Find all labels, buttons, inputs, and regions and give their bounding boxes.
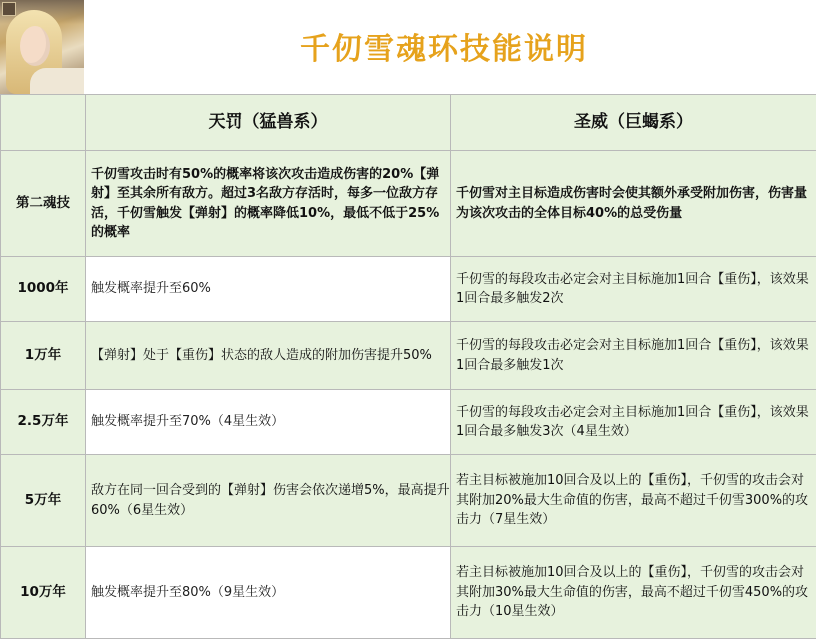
header bbox=[0, 0, 816, 94]
corner-badge-icon bbox=[2, 2, 16, 16]
column-header-tianfa: 天罚（猛兽系） bbox=[86, 95, 451, 151]
shengwei-cell: 若主目标被施加10回合及以上的【重伤】，千仞雪的攻击会对其附加30%最大生命值的伤害，最高不超过千仞雪450%的攻击力（10星生效） bbox=[451, 547, 816, 639]
row-label: 1万年 bbox=[1, 322, 86, 390]
page-title: 千仞雪魂环技能说明 bbox=[300, 32, 588, 67]
shengwei-cell: 千仞雪的每段攻击必定会对主目标施加1回合【重伤】，该效果1回合最多触发1次 bbox=[451, 322, 816, 390]
table-row bbox=[1, 151, 816, 257]
row-label: 5万年 bbox=[1, 455, 86, 547]
tianfa-cell: 【弹射】处于【重伤】状态的敌人造成的附加伤害提升50% bbox=[86, 322, 451, 390]
table-row bbox=[1, 390, 816, 455]
shengwei-cell: 千仞雪对主目标造成伤害时会使其额外承受附加伤害，伤害量为该次攻击的全体目标40%的总受伤量 bbox=[451, 151, 816, 257]
shengwei-cell: 千仞雪的每段攻击必定会对主目标施加1回合【重伤】，该效果1回合最多触发3次（4星生效） bbox=[451, 390, 816, 455]
robe-shape bbox=[30, 68, 84, 94]
tianfa-cell: 触发概率提升至60% bbox=[86, 257, 451, 322]
shengwei-cell: 若主目标被施加10回合及以上的【重伤】，千仞雪的攻击会对其附加20%最大生命值的伤害，最高不超过千仞雪300%的攻击力（7星生效） bbox=[451, 455, 816, 547]
character-avatar bbox=[0, 0, 84, 94]
tianfa-cell: 触发概率提升至80%（9星生效） bbox=[86, 547, 451, 639]
row-label: 第二魂技 bbox=[1, 151, 86, 257]
table-row bbox=[1, 322, 816, 390]
table-header-row bbox=[1, 95, 816, 151]
tianfa-cell: 敌方在同一回合受到的【弹射】伤害会依次递增5%，最高提升60%（6星生效） bbox=[86, 455, 451, 547]
row-label: 10万年 bbox=[1, 547, 86, 639]
table-row bbox=[1, 547, 816, 639]
tianfa-cell: 触发概率提升至70%（4星生效） bbox=[86, 390, 451, 455]
row-label: 2.5万年 bbox=[1, 390, 86, 455]
row-label: 1000年 bbox=[1, 257, 86, 322]
table-row bbox=[1, 455, 816, 547]
skill-table bbox=[0, 94, 816, 639]
corner-cell bbox=[1, 95, 86, 151]
face-shape bbox=[20, 26, 50, 66]
table-row bbox=[1, 257, 816, 322]
tianfa-cell: 千仞雪攻击时有50%的概率将该次攻击造成伤害的20%【弹射】至其余所有敌方。超过3名敌方存活时，每多一位敌方存活，千仞雪触发【弹射】的概率降低10%，最低不低于25%的概率 bbox=[86, 151, 451, 257]
shengwei-cell: 千仞雪的每段攻击必定会对主目标施加1回合【重伤】，该效果1回合最多触发2次 bbox=[451, 257, 816, 322]
column-header-shengwei: 圣威（巨蝎系） bbox=[451, 95, 816, 151]
